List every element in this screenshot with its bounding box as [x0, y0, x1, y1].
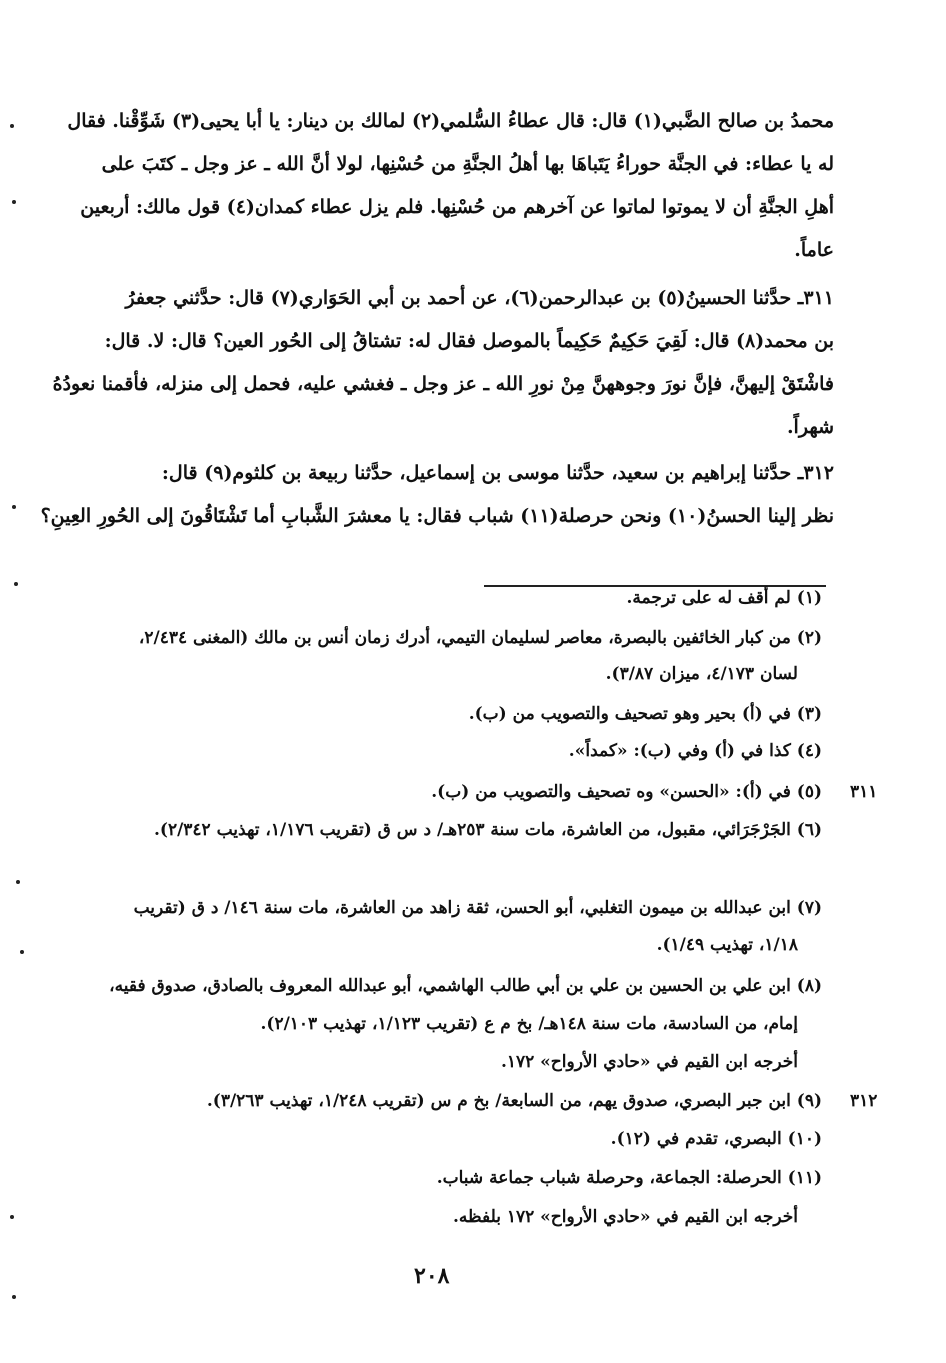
footnote-2: (٢) من كبار الخائفين بالبصرة، معاصر لسليمان التيمي، أدرك زمان أنس بن مالك (المغنى ٢/٤٣٤،: [138, 628, 822, 648]
footnote-7: (٧) ابن عبدالله بن ميمون التغلبي، أبو الحسن، ثقة زاهد من العاشرة، مات سنة ١٤٦/ د ق (تقريب: [133, 898, 822, 918]
scan-speck: [12, 505, 16, 509]
scan-speck: [12, 1295, 16, 1299]
hadith-312-line: ٣١٢ـ حدَّثنا إبراهيم بن سعيد، حدَّثنا موسى بن إسماعيل، حدَّثنا ربيعة بن كلثوم(٩) قال:: [161, 462, 834, 484]
footnote-8: (٨) ابن علي بن الحسين بن علي بن أبي طالب الهاشمي، أبو عبدالله المعروف بالصادق، صدوق فقيه،: [109, 976, 822, 996]
main-text-line: محمدُ بن صالح الضَّبي(١) قال: قال عطاءُ السُّلمي(٢) لمالك بن دينار: يا أبا يحيى(٣) شَوِّقْنا. فقال: [67, 110, 834, 132]
footnote-separator: [484, 585, 826, 587]
margin-number-312: ٣١٢: [850, 1091, 878, 1111]
footnote-7-cont: ١/١٨، تهذيب ١/٤٩).: [656, 935, 798, 955]
scan-speck: [10, 1215, 14, 1219]
footnote-10: (١٠) البصري، تقدم في (١٢).: [610, 1129, 822, 1149]
main-text-line: أهلِ الجنَّةِ أن لا يموتوا لماتوا عن آخرهم من حُسْنِها. فلم يزل عطاء كمدان(٤) قول مالك: أربعين: [80, 196, 834, 218]
main-text-line: نظر إلينا الحسنُ(١٠) ونحن حرصلة(١١) شباب فقال: يا معشرَ الشَّبابِ أما تَشْتَاقُونَ إلى الحُورِ العِينِ؟: [40, 505, 834, 527]
footnote-3: (٣) في (أ) بحير وهو تصحيف والتصويب من (ب).: [468, 704, 822, 724]
hadith-311-line: ٣١١ـ حدَّثنا الحسينُ(٥) بن عبدالرحمن(٦)، عن أحمد بن أبي الحَوَاري(٧) قال: حدَّثني جعفرُ: [125, 287, 834, 309]
footnote-1: (١) لم أقف له على ترجمة.: [626, 588, 822, 608]
scan-speck: [10, 124, 14, 128]
margin-number-311: ٣١١: [850, 782, 878, 802]
scan-speck: [16, 880, 20, 884]
scan-speck: [20, 950, 24, 954]
scan-speck: [14, 582, 18, 586]
footnote-8-cont: إمام، من السادسة، مات سنة ١٤٨هـ/ بخ م ع (تقريب ١/١٢٣، تهذيب ٢/١٠٣).: [260, 1014, 798, 1034]
footnote-11-source: أخرجه ابن القيم في «حادي الأرواح» ١٧٢ بلفظه.: [453, 1207, 798, 1227]
footnote-2-cont: لسان ٤/١٧٣، ميزان ٣/٨٧).: [605, 664, 798, 684]
scan-speck: [12, 200, 16, 204]
footnote-8-source: أخرجه ابن القيم في «حادي الأرواح» ١٧٢.: [500, 1052, 798, 1072]
footnote-4: (٤) كذا في (أ) وفي (ب): «كمداً».: [568, 741, 822, 761]
main-text-line: بن محمد(٨) قال: لَقِيَ حَكِيمٌ حَكِيماً بالموصل فقال له: تشتاقُ إلى الحُور العين؟ قال: لا. قال:: [104, 330, 834, 352]
main-text-line: شهراً.: [786, 416, 834, 438]
main-text-line: عاماً.: [794, 239, 834, 261]
footnote-5: (٥) في (أ): «الحسن» وه تصحيف والتصويب من (ب).: [431, 782, 822, 802]
footnote-9: (٩) ابن جبر البصري، صدوق يهم، من السابعة/ بخ م س (تقريب ١/٢٤٨، تهذيب ٣/٢٦٣).: [206, 1091, 822, 1111]
page-number: ٢٠٨: [414, 1263, 450, 1289]
footnote-6: (٦) الجَرْجَرَائي، مقبول، من العاشرة، مات سنة ٢٥٣هـ/ د س ق (تقريب ١/١٧٦، تهذيب ٢/٣٤٢).: [153, 820, 822, 840]
footnote-11: (١١) الحرصلة: الجماعة، وحرصلة شباب جماعة شباب.: [436, 1168, 822, 1188]
main-text-line: فاشْتَقْ إليهنَّ، فإنَّ نورَ وجوههنَّ مِنْ نورِ الله ـ عز وجل ـ فغشي عليه، فحمل إلى منزله، فأقمنا نعودُهُ: [52, 373, 834, 395]
main-text-line: له يا عطاء: في الجنَّة حوراءُ يَتَباهَا بها أهلُ الجنَّةِ من حُسْنِها، لولا أنَّ الله ـ عز وجل ـ كتَبَ على: [101, 153, 834, 175]
